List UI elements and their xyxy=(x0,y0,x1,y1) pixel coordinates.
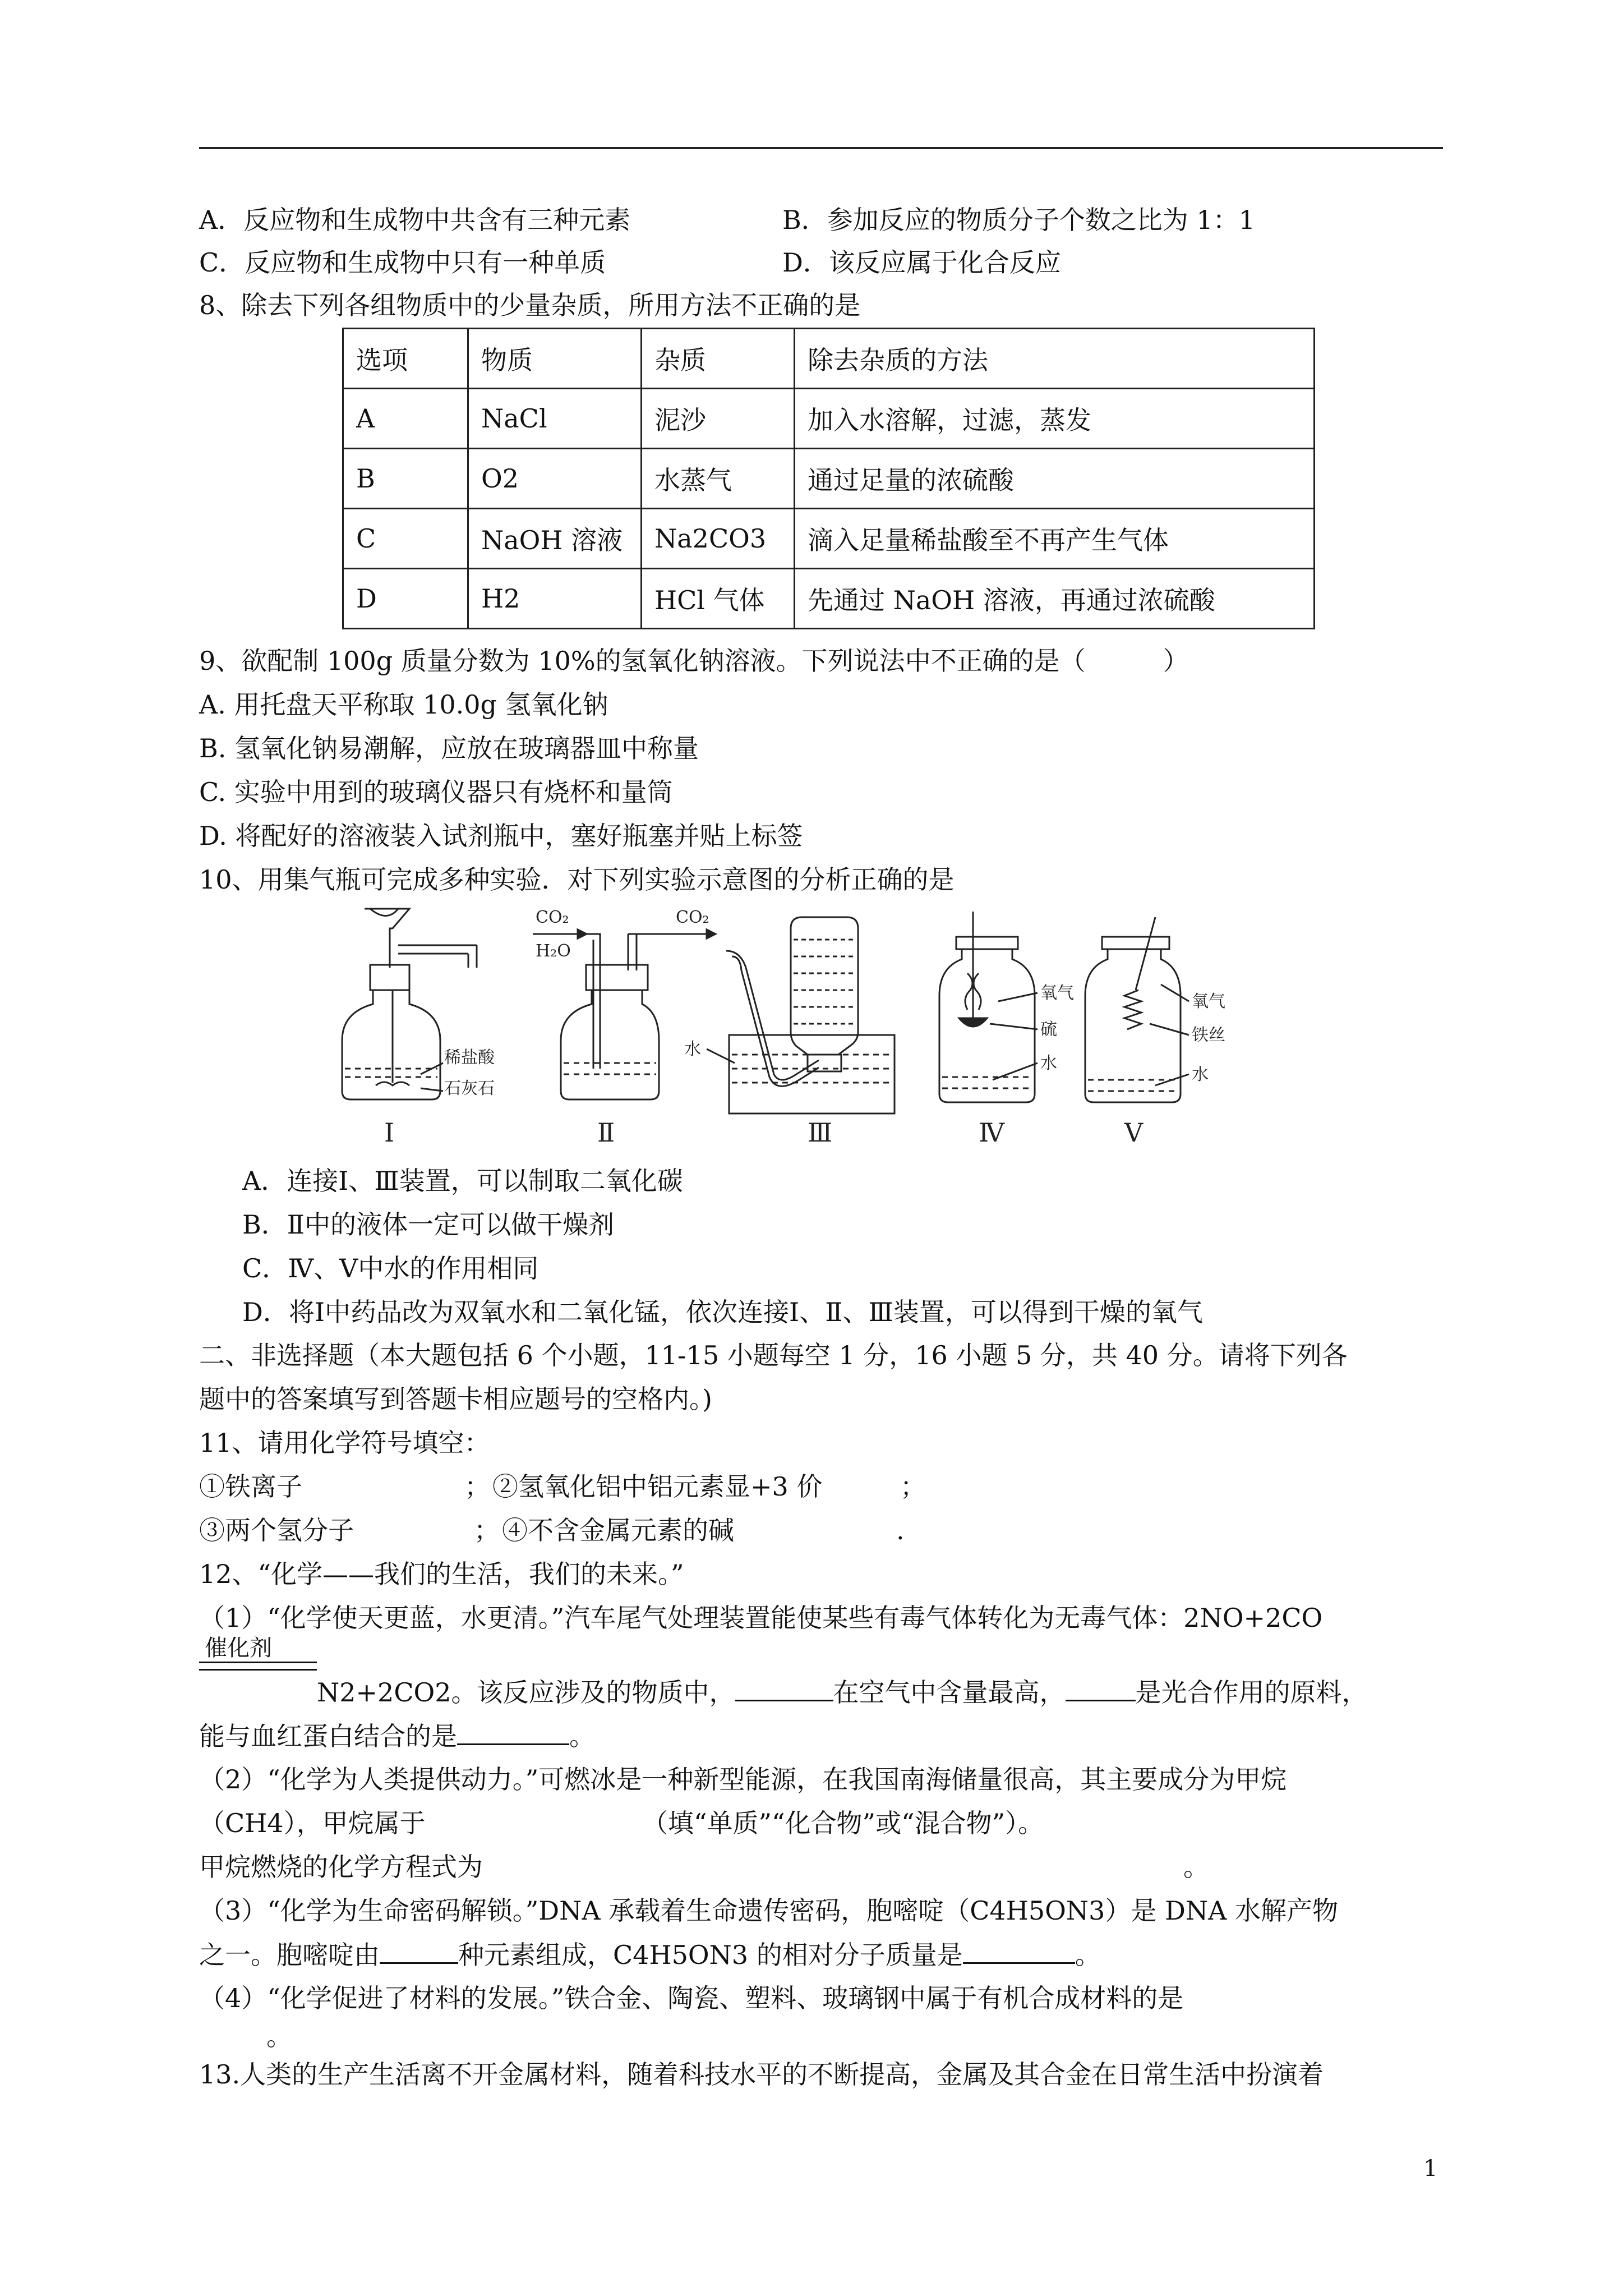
q10-stem: 10、用集气瓶可完成多种实验．对下列实验示意图的分析正确的是 xyxy=(199,864,955,895)
q12-stem: 12、“化学——我们的生活，我们的未来。” xyxy=(199,1559,684,1589)
apparatus-4 xyxy=(939,912,1038,1102)
page-number: 1 xyxy=(1423,2156,1438,2182)
q9-option-a: A. 用托盘天平称取 10.0g 氢氧化钠 xyxy=(199,689,608,720)
label-sulfur: 硫 xyxy=(1040,1020,1057,1039)
q12-sub3-line2 xyxy=(199,1938,1101,1972)
table-cell: NaOH 溶液 xyxy=(468,509,642,569)
q8-table xyxy=(342,328,1315,629)
table-row xyxy=(343,389,1315,449)
reaction-arrow-double-line xyxy=(199,1662,317,1671)
q12-sub2-line3a: 甲烷燃烧的化学方程式为 xyxy=(199,1852,483,1882)
q13-stem: 13.人类的生产生活离不开金属材料，随着科技水平的不断提高，金属及其合金在日常生活中扮演着 xyxy=(199,2059,1324,2090)
q10-option-b: B．Ⅱ中的液体一定可以做干燥剂 xyxy=(242,1209,615,1240)
q12-sub1-line2 xyxy=(317,1675,1368,1709)
q12-sub1-text-a: N2+2CO2。该反应涉及的物质中， xyxy=(317,1677,735,1708)
table-cell: 加入水溶解，过滤，蒸发 xyxy=(795,389,1315,449)
table-cell: 先通过 NaOH 溶液，再通过浓硫酸 xyxy=(795,569,1315,629)
q12-sub1-line1: （1）“化学使天更蓝，水更清。”汽车尾气处理装置能使某些有毒气体转化为无毒气体：2NO+2CO xyxy=(199,1603,1323,1633)
answer-blank[interactable] xyxy=(1066,1675,1136,1701)
q9-option-c: C. 实验中用到的玻璃仪器只有烧杯和量筒 xyxy=(199,777,673,807)
label-co2-out: CO₂ xyxy=(676,908,709,927)
label-roman-2: Ⅱ xyxy=(597,1117,615,1147)
section-2-heading-line2: 题中的答案填写到答题卡相应题号的空格内。) xyxy=(199,1384,712,1414)
apparatus-2 xyxy=(533,908,716,1099)
q12-sub4-line2: 。 xyxy=(266,2021,292,2051)
q8-stem: 8、除去下列各组物质中的少量杂质，所用方法不正确的是 xyxy=(199,290,861,320)
table-cell: H2 xyxy=(468,569,642,629)
label-roman-5: Ⅴ xyxy=(1124,1117,1144,1147)
q11-sep-2: ； xyxy=(900,1471,926,1502)
label-water-3: 水 xyxy=(684,1039,701,1059)
table-cell: A xyxy=(343,389,468,449)
table-cell: 通过足量的浓硫酸 xyxy=(795,449,1315,509)
label-h2o: H₂O xyxy=(536,941,571,961)
label-limestone: 石灰石 xyxy=(444,1079,495,1098)
table-cell: NaCl xyxy=(468,389,642,449)
label-hcl: 稀盐酸 xyxy=(444,1048,495,1068)
q12-sub3-line1: （3）“化学为生命密码解锁。”DNA 承载着生命遗传密码，胞嘧啶（C4H5ON3）是 DNA 水解产物 xyxy=(199,1895,1338,1926)
header-cell: 杂质 xyxy=(642,329,795,389)
q12-sub1-text-d: 能与血红蛋白结合的是 xyxy=(199,1721,457,1751)
q11-part-3: ③两个氢分子 xyxy=(199,1515,354,1545)
q7-option-d: D．该反应属于化合反应 xyxy=(782,247,1061,278)
q10-option-a: A．连接Ⅰ、Ⅲ装置，可以制取二氧化碳 xyxy=(242,1166,683,1196)
q7-option-c: C．反应物和生成物中只有一种单质 xyxy=(199,247,606,278)
answer-blank[interactable] xyxy=(457,1719,569,1745)
label-roman-4: Ⅳ xyxy=(979,1117,1004,1147)
table-row xyxy=(343,569,1315,629)
answer-blank[interactable] xyxy=(735,1675,833,1701)
apparatus-figure xyxy=(314,900,1279,1147)
table-row xyxy=(343,449,1315,509)
table-cell: B xyxy=(343,449,468,509)
section-2-heading-line1: 二、非选择题（本大题包括 6 个小题，11-15 小题每空 1 分，16 小题 5 分，共 40 分。请将下列各 xyxy=(199,1340,1348,1370)
table-cell: O2 xyxy=(468,449,642,509)
apparatus-5 xyxy=(1085,917,1189,1102)
table-cell: HCl 气体 xyxy=(642,569,795,629)
q11-sep-1: ； xyxy=(464,1471,490,1502)
q12-sub1-text-c: 是光合作用的原料， xyxy=(1135,1677,1368,1708)
header-rule xyxy=(199,147,1443,149)
q12-sub2-line2b: （填“单质”“化合物”或“混合物”）。 xyxy=(642,1808,1044,1838)
q11-stem: 11、请用化学符号填空： xyxy=(199,1428,490,1458)
label-roman-3: Ⅲ xyxy=(808,1117,833,1147)
table-cell: D xyxy=(343,569,468,629)
table-cell: 水蒸气 xyxy=(642,449,795,509)
q12-sub3-text-b: 种元素组成，C4H5ON3 的相对分子质量是 xyxy=(458,1940,963,1970)
q11-part-1: ①铁离子 xyxy=(199,1471,302,1502)
q11-sep-3: ； xyxy=(474,1515,500,1545)
q11-part-4: ④不含金属元素的碱 xyxy=(502,1515,734,1545)
catalyst-label: 催化剂 xyxy=(205,1635,272,1661)
apparatus-1 xyxy=(342,909,477,1099)
label-iron: 铁丝 xyxy=(1192,1025,1225,1045)
q12-sub4-line1: （4）“化学促进了材料的发展。”铁合金、陶瓷、塑料、玻璃钢中属于有机合成材料的是 xyxy=(199,1983,1184,2013)
q12-sub3-text-c: 。 xyxy=(1075,1940,1101,1970)
q12-sub2-line2a: （CH4），甲烷属于 xyxy=(199,1808,426,1838)
q7-option-a: A．反应物和生成物中共含有三种元素 xyxy=(199,205,631,235)
q9-stem: 9、欲配制 100g 质量分数为 10%的氢氧化钠溶液。下列说法中不正确的是（ ） xyxy=(199,646,1189,676)
q11-end: . xyxy=(896,1515,905,1545)
table-row xyxy=(343,509,1315,569)
header-cell: 选项 xyxy=(343,329,468,389)
table-cell: 泥沙 xyxy=(642,389,795,449)
table-cell: 滴入足量稀盐酸至不再产生气体 xyxy=(795,509,1315,569)
q12-sub2-line3b: 。 xyxy=(1183,1852,1209,1882)
header-cell: 除去杂质的方法 xyxy=(795,329,1315,389)
q12-sub1-text-e: 。 xyxy=(569,1721,595,1751)
apparatus-3 xyxy=(707,917,895,1114)
q10-option-c: C．Ⅳ、Ⅴ中水的作用相同 xyxy=(242,1253,539,1283)
table-header-row xyxy=(343,329,1315,389)
q7-option-b: B．参加反应的物质分子个数之比为 1：1 xyxy=(782,205,1255,235)
label-co2-in: CO₂ xyxy=(536,908,569,927)
table-cell: C xyxy=(343,509,468,569)
q12-sub2-line1: （2）“化学为人类提供动力。”可燃冰是一种新型能源，在我国南海储量很高，其主要成分为甲烷 xyxy=(199,1764,1287,1795)
q12-sub1-text-b: 在空气中含量最高， xyxy=(833,1677,1066,1708)
label-water-5: 水 xyxy=(1192,1065,1209,1084)
q9-option-b: B. 氢氧化钠易潮解，应放在玻璃器皿中称量 xyxy=(199,733,699,763)
label-oxygen-5: 氧气 xyxy=(1192,992,1225,1011)
label-water-4: 水 xyxy=(1040,1053,1057,1073)
q11-part-2: ②氢氧化铝中铝元素显+3 价 xyxy=(492,1471,823,1502)
table-cell: Na2CO3 xyxy=(642,509,795,569)
header-cell: 物质 xyxy=(468,329,642,389)
q12-sub1-line3 xyxy=(199,1719,595,1753)
answer-blank[interactable] xyxy=(963,1938,1075,1964)
answer-blank[interactable] xyxy=(380,1938,458,1964)
q9-option-d: D. 将配好的溶液装入试剂瓶中，塞好瓶塞并贴上标签 xyxy=(199,821,803,851)
label-oxygen-4: 氧气 xyxy=(1040,983,1074,1003)
q12-sub3-text-a: 之一。胞嘧啶由 xyxy=(199,1940,380,1970)
q10-option-d: D．将Ⅰ中药品改为双氧水和二氧化锰，依次连接Ⅰ、Ⅱ、Ⅲ装置，可以得到干燥的氧气 xyxy=(242,1297,1203,1327)
label-roman-1: Ⅰ xyxy=(384,1117,395,1147)
